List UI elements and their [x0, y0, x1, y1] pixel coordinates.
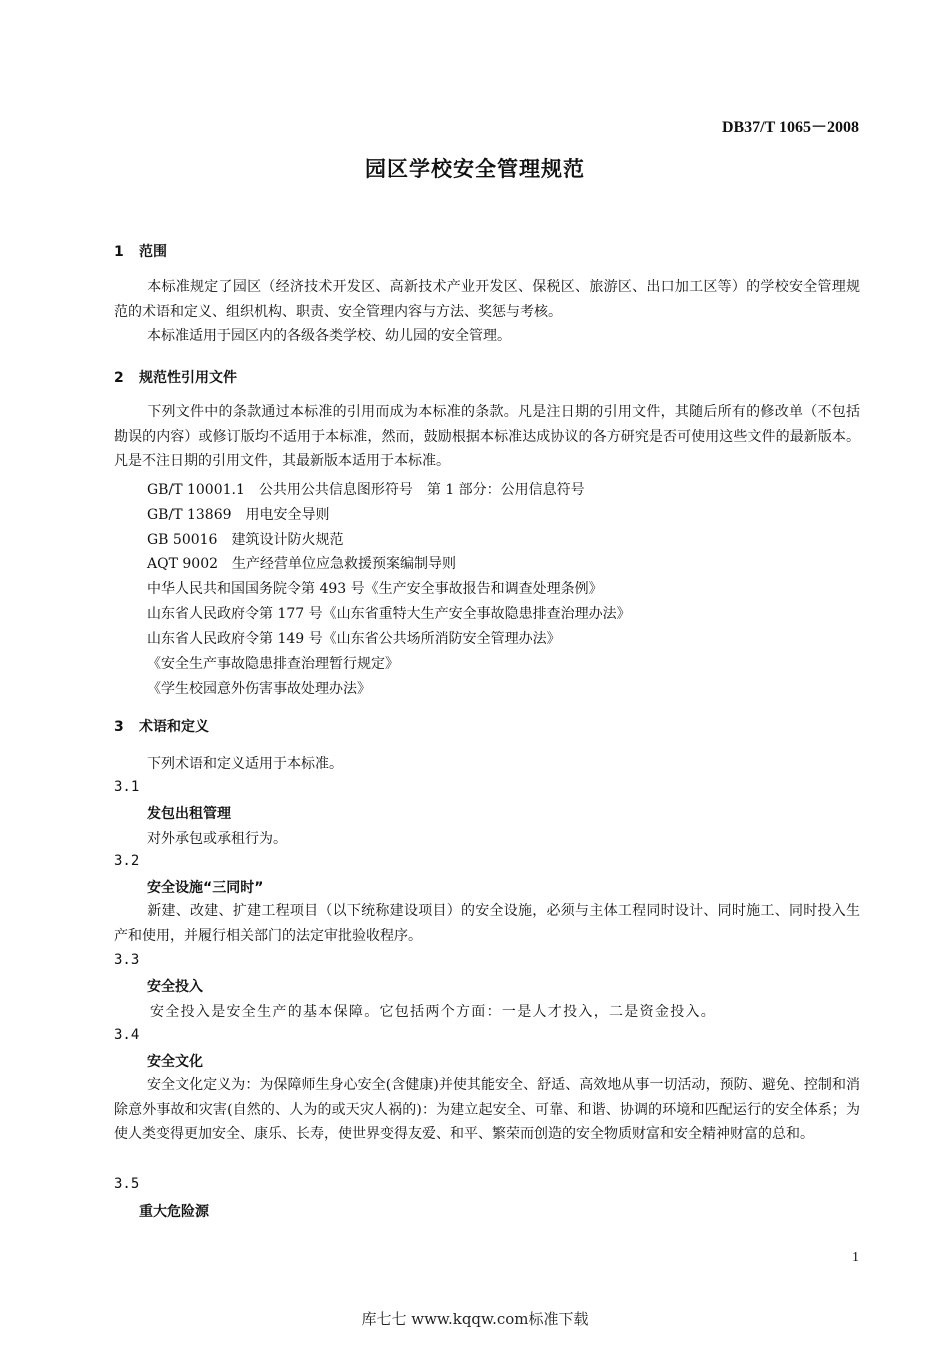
term-number: 3.3	[114, 952, 140, 968]
reference-item: 山东省人民政府令第 149 号《山东省公共场所消防安全管理办法》	[147, 631, 561, 647]
paragraph-text: 本标准适用于园区内的各级各类学校、幼儿园的安全管理。	[147, 328, 511, 344]
section-1-paragraph-1	[114, 275, 860, 324]
term-title: 发包出租管理	[147, 806, 231, 822]
term-definition	[114, 1073, 860, 1147]
section-title: 范围	[139, 244, 167, 260]
paragraph-text: 本标准规定了园区（经济技术开发区、高新技术产业开发区、保税区、旅游区、出口加工区等）的学校安全管理规范的术语和定义、组织机构、职责、安全管理内容与方法、奖惩与考核。	[114, 279, 860, 320]
reference-item: 《学生校园意外伤害事故处理办法》	[147, 681, 371, 697]
section-number: 1	[114, 244, 124, 260]
paragraph-text: 新建、改建、扩建工程项目（以下统称建设项目）的安全设施，必须与主体工程同时设计、同时施工、同时投入生产和使用，并履行相关部门的法定审批验收程序。	[114, 903, 860, 944]
reference-item: GB/T 10001.1 公共用公共信息图形符号 第 1 部分：公用信息符号	[147, 482, 585, 498]
footer-watermark: 库七七 www.kqqw.com标准下载	[361, 1310, 589, 1328]
reference-item: GB 50016 建筑设计防火规范	[147, 532, 344, 548]
term-number: 3.2	[114, 853, 140, 869]
reference-item: 山东省人民政府令第 177 号《山东省重特大生产安全事故隐患排查治理办法》	[147, 606, 631, 622]
section-2-paragraph-1	[114, 400, 860, 474]
reference-item: 《安全生产事故隐患排查治理暂行规定》	[147, 656, 399, 672]
section-3-heading	[114, 716, 209, 736]
section-3-paragraph-1: 下列术语和定义适用于本标准。	[147, 756, 343, 772]
document-title: 园区学校安全管理规范	[365, 157, 585, 181]
section-1-paragraph-2	[114, 324, 860, 349]
section-1-heading	[114, 241, 167, 261]
paragraph-text: 安全文化定义为：为保障师生身心安全(含健康)并使其能安全、舒适、高效地从事一切活动，预防、避免、控制和消除意外事故和灾害(自然的、人为的或天灾人祸的)：为建立起安全、可靠、和谐、协调的环境和匹配运行的安全体系；为使人类变得更加安全、康乐、长寿，使世界变得友爱、和平、繁荣而创造的安全物质财富和安全精神财富的总和。	[114, 1077, 860, 1142]
section-title: 规范性引用文件	[139, 370, 237, 386]
term-title: 安全投入	[147, 979, 203, 995]
term-number: 3.5	[114, 1176, 140, 1192]
reference-item: GB/T 13869 用电安全导则	[147, 507, 330, 523]
section-title: 术语和定义	[139, 719, 209, 735]
term-definition: 对外承包或承租行为。	[147, 831, 287, 847]
paragraph-text: 下列文件中的条款通过本标准的引用而成为本标准的条款。凡是注日期的引用文件，其随后所有的修改单（不包括勘误的内容）或修订版均不适用于本标准，然而，鼓励根据本标准达成协议的各方研究是否可使用这些文件的最新版本。凡是不注日期的引用文件，其最新版本适用于本标准。	[114, 404, 860, 469]
reference-item: AQT 9002 生产经营单位应急救援预案编制导则	[147, 556, 457, 572]
term-title: 重大危险源	[139, 1204, 209, 1220]
standard-number: DB37/T 1065－2008	[721, 119, 859, 136]
term-definition	[114, 899, 860, 948]
term-number: 3.1	[114, 779, 140, 795]
section-2-heading	[114, 367, 237, 387]
term-title: 安全设施“三同时”	[147, 880, 264, 896]
section-number: 2	[114, 370, 124, 386]
reference-item: 中华人民共和国国务院令第 493 号《生产安全事故报告和调查处理条例》	[147, 581, 603, 597]
page-number: 1	[852, 1250, 859, 1265]
section-number: 3	[114, 719, 124, 735]
term-title: 安全文化	[147, 1054, 203, 1070]
term-definition: 安全投入是安全生产的基本保障。它包括两个方面：一是人才投入，二是资金投入。	[150, 1004, 717, 1020]
term-number: 3.4	[114, 1027, 140, 1043]
